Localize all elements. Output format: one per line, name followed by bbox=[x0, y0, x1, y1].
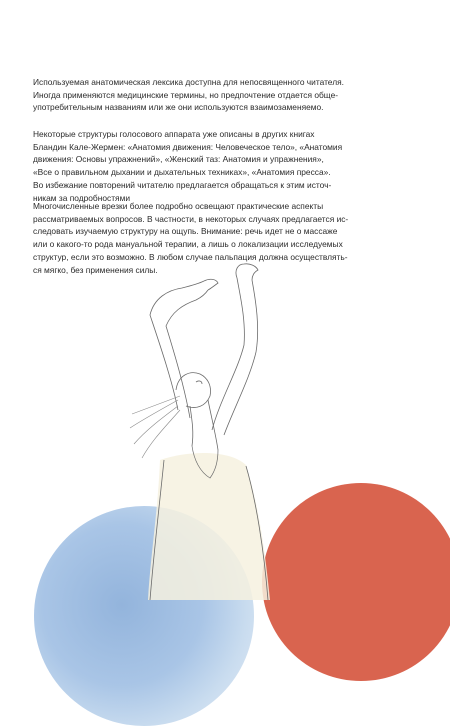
text-line: следовать изучаемую структуру на ощупь. Внимание: речь идет не о массаже bbox=[33, 226, 338, 237]
right-arm-inner bbox=[224, 280, 258, 435]
text-line: структур, если это возможно. В любом случае пальпация должна осуществлять- bbox=[33, 251, 348, 262]
hair-strand bbox=[130, 400, 178, 428]
paragraph-anatomy-vocabulary bbox=[33, 76, 389, 114]
text-line: или о какого-то рода мануальной терапии, а лишь о локализации исследуемых bbox=[33, 239, 343, 250]
text-line: ся мягко, без применения силы. bbox=[33, 264, 158, 275]
text-line: Некоторые структуры голосового аппарата уже описаны в других книгах bbox=[33, 129, 315, 139]
text-line: Многочисленные врезки более подробно освещают практические аспекты bbox=[33, 201, 324, 211]
torso-fill bbox=[148, 453, 270, 600]
right-hand bbox=[236, 264, 258, 280]
neck bbox=[190, 406, 193, 446]
text-line: Используемая анатомическая лексика доступна для непосвященного читателя. bbox=[33, 77, 344, 87]
text-line: никам за подробностями bbox=[33, 192, 131, 203]
text-line: «Все о правильном дыхании и дыхательных техниках», «Анатомия пресса». bbox=[33, 167, 331, 178]
text-line: употребительным названиям или же они используются взаимозаменяемо. bbox=[33, 102, 324, 113]
text-line: Во избежание повторений читателю предлагается обращаться к этим источ- bbox=[33, 179, 332, 190]
neck-2 bbox=[208, 400, 218, 450]
left-hand bbox=[204, 279, 218, 290]
right-arm bbox=[212, 278, 244, 430]
head-outline bbox=[176, 373, 211, 408]
text-line: Бландин Кале-Жермен: «Анатомия движения: Человеческое тело», «Анатомия bbox=[33, 141, 343, 152]
hair-strand bbox=[132, 396, 180, 414]
text-line: движения: Основы упражнений», «Женский таз: Анатомия и упражнения», bbox=[33, 154, 324, 165]
paragraph-other-books bbox=[33, 128, 389, 204]
text-line: Иногда применяются медицинские термины, но предпочтение отдается обще- bbox=[33, 89, 339, 100]
text-line: рассматриваемых вопросов. В частности, в некоторых случаях предлагается ис- bbox=[33, 213, 349, 224]
stretching-woman-illustration bbox=[120, 260, 320, 600]
mouth bbox=[196, 381, 202, 384]
